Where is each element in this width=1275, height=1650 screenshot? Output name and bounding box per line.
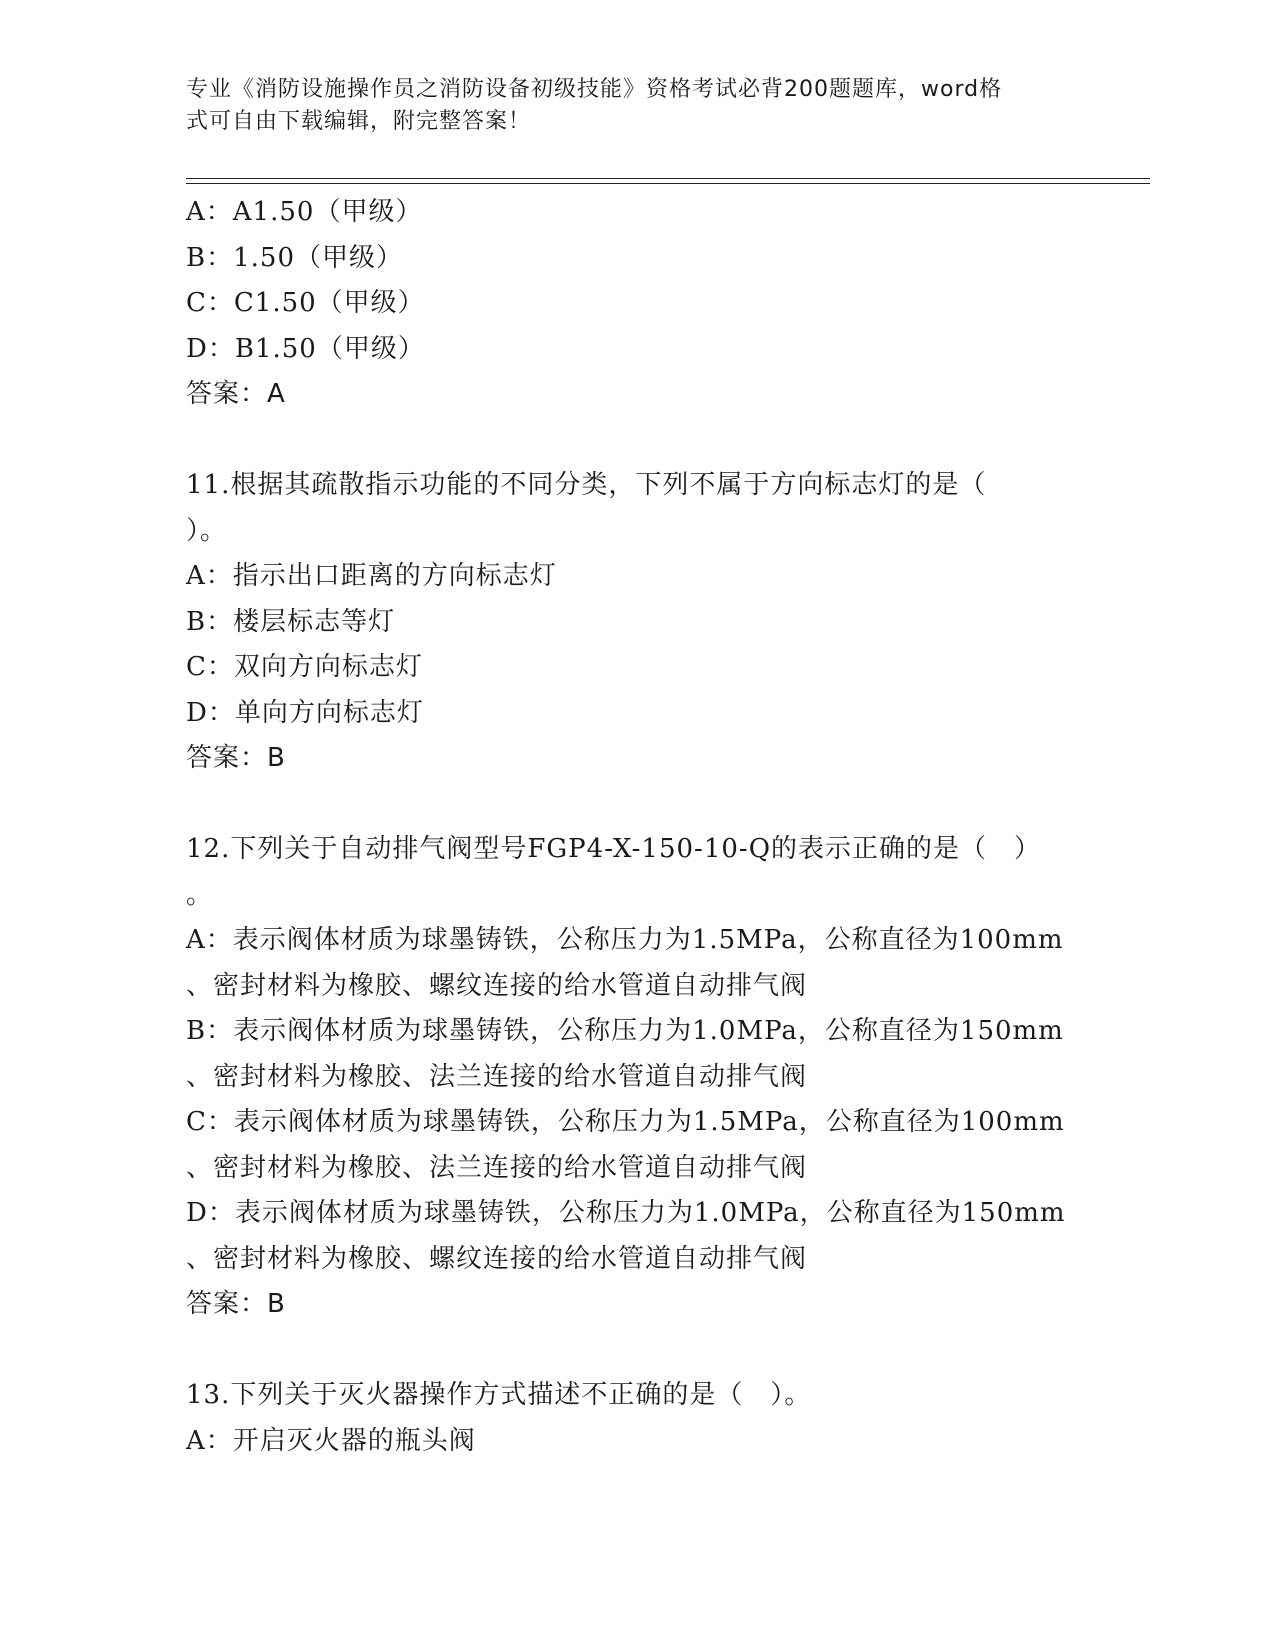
option-b: B：1.50（甲级）: [186, 242, 403, 273]
answer: 答案：B: [186, 1289, 286, 1319]
question-stem-line-2: ）。: [186, 515, 228, 546]
option-a: A：指示出口距离的方向标志灯: [186, 561, 557, 591]
document-header: [186, 74, 1066, 138]
answer: 答案：B: [186, 743, 286, 773]
question-10: [186, 190, 1086, 418]
question-stem-line-1: 12.下列关于自动排气阀型号FGP4-X-150-10-Q的表示正确的是（ ）: [186, 834, 1042, 864]
question-12: [186, 827, 1086, 1328]
header-divider-bottom: [186, 183, 1150, 184]
option-c: C：双向方向标志灯: [186, 652, 423, 682]
header-line-2: 式可自由下载编辑，附完整答案！: [186, 109, 532, 134]
question-stem-line-2: 。: [186, 879, 214, 910]
answer: 答案：A: [186, 379, 286, 409]
question-stem-line-1: 13.下列关于灭火器操作方式描述不正确的是（ ）。: [186, 1380, 812, 1410]
spacer: [186, 782, 1086, 828]
option-a: A：开启灭火器的瓶头阀: [186, 1425, 476, 1456]
option-d: D：单向方向标志灯: [186, 697, 424, 728]
spacer: [186, 418, 1086, 464]
option-b-line-1: B：表示阀体材质为球墨铸铁，公称压力为1.0MPa，公称直径为150mm: [186, 1016, 1064, 1046]
question-content: [186, 190, 1086, 1464]
header-line-1: 专业《消防设施操作员之消防设备初级技能》资格考试必背200题题库，word格: [186, 77, 1003, 102]
question-13: [186, 1373, 1086, 1464]
option-d-line-1: D：表示阀体材质为球墨铸铁，公称压力为1.0MPa，公称直径为150mm: [186, 1198, 1066, 1228]
header-divider-top: [186, 178, 1150, 179]
option-c: C：C1.50（甲级）: [186, 288, 425, 318]
question-11: [186, 463, 1086, 782]
option-d: D：B1.50（甲级）: [186, 333, 425, 364]
question-stem-line-1: 11.根据其疏散指示功能的不同分类，下列不属于方向标志灯的是（: [186, 470, 987, 500]
option-c-line-1: C：表示阀体材质为球墨铸铁，公称压力为1.5MPa，公称直径为100mm: [186, 1107, 1065, 1137]
option-a: A：A1.50（甲级）: [186, 197, 423, 227]
option-b: B：楼层标志等灯: [186, 606, 396, 637]
spacer: [186, 1328, 1086, 1374]
option-d-line-2: 、密封材料为橡胶、螺纹连接的给水管道自动排气阀: [186, 1243, 808, 1274]
option-a-line-2: 、密封材料为橡胶、螺纹连接的给水管道自动排气阀: [186, 970, 808, 1001]
option-c-line-2: 、密封材料为橡胶、法兰连接的给水管道自动排气阀: [186, 1152, 808, 1183]
option-b-line-2: 、密封材料为橡胶、法兰连接的给水管道自动排气阀: [186, 1061, 808, 1092]
option-a-line-1: A：表示阀体材质为球墨铸铁，公称压力为1.5MPa，公称直径为100mm: [186, 925, 1064, 955]
